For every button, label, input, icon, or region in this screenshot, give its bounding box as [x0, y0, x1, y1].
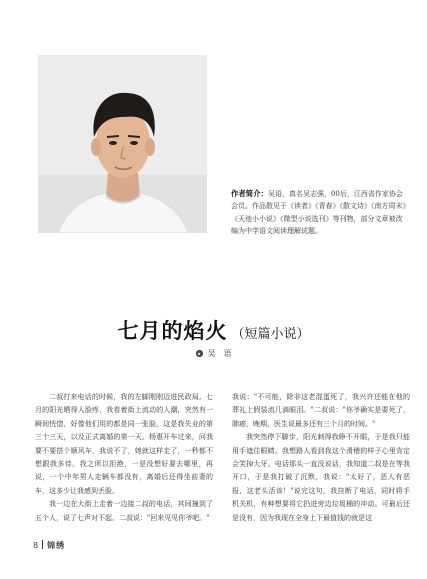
- author-name: 吴 语: [207, 349, 232, 358]
- author-bio: [231, 188, 409, 238]
- paragraph: 我一边在大街上走着一边接二叔的电话，其间撞到了五个人，说了七声对不起。二叔说："回来见见你爷吧。": [35, 500, 213, 522]
- author-bullet-icon: [196, 350, 203, 357]
- magazine-name: 锦绣: [47, 541, 66, 550]
- body-column-right: [232, 391, 410, 525]
- paragraph: 我突然停下脚步，阳光刺得我睁不开眼，于是我只能用手遮住眼睛。我想路人看到我这个滑稽的样子心里肯定会笑掉大牙。电话那头一直没说话，我知道二叔是在等我开口，于是我打破了沉默，我说："太好了，恶人有恶报，这老头活该！"说完这句，我挂断了电话，同时将手机关机，有种想要将它扔进旁边垃圾桶的冲动。可最后还是没有，因为我现在全身上下最值钱的就是这: [232, 433, 410, 522]
- footer-divider: [42, 540, 43, 549]
- bio-label: 作者简介：: [231, 189, 268, 198]
- body-column-left: [35, 391, 213, 525]
- paragraph: 二叔打来电话的时候，我的左脚刚刚迈进民政局。七月的阳光晒得人脸疼，我看着街上流动的人潮，突然有一瞬间恍惚，好像他们用的都是同一张脸。这是我失业的第三十三天，以及正式离婚的第一天。杨惠开车过来，问我要不要搭个顺风车，我说不了，她就这样走了，一秒都不想跟我多待。我之所以拒绝，一是没想好要去哪里，再说，一个中年男人走辆车都没有，离婚后还得坐前妻的车，这多少让我感到丢脸。: [35, 393, 213, 495]
- author-portrait-image: [38, 55, 207, 233]
- article-author: [0, 348, 427, 359]
- article-subtitle: （短篇小说）: [231, 327, 310, 342]
- article-heading: [0, 315, 427, 345]
- page-number: 8: [33, 541, 39, 550]
- bio-text: 吴语，真名吴志强，00后，江西省作家协会会员。作品散见于《读者》《青春》《散文诗》《南方周末》《天池小小说》《微型小说选刊》等刊物，部分文章被改编为中学语文阅读理解试题。: [231, 190, 406, 236]
- author-photo: [38, 55, 207, 233]
- article-title: 七月的焰火: [117, 319, 228, 343]
- page-footer: [33, 540, 65, 551]
- paragraph: 我说："不可能，除非这老混蛋死了，我兴许还能在他的葬礼上假装流几滴眼泪。"二叔说："你爷确实是要死了，肺癌，晚期，医生说最多还有三个月的时间。": [232, 393, 410, 428]
